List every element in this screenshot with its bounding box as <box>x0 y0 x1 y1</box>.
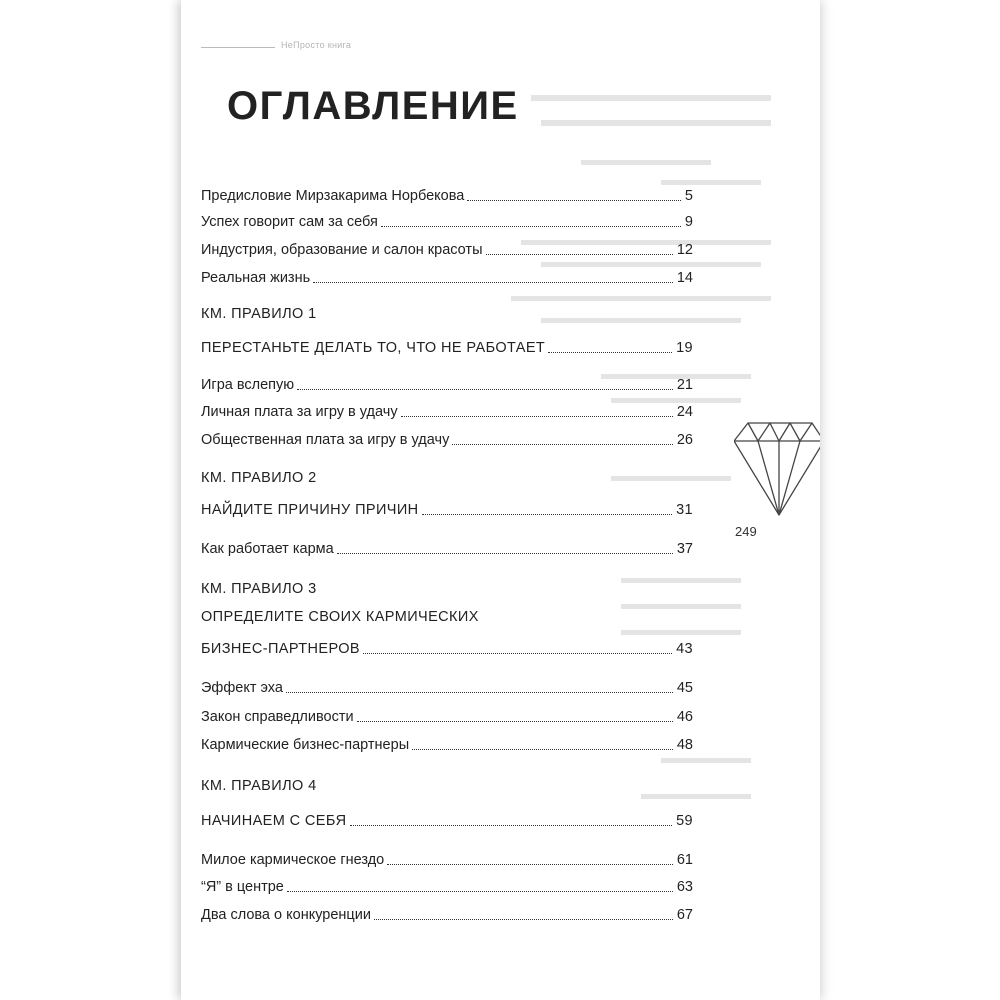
dot-leader <box>337 553 673 554</box>
running-header: НеПросто книга <box>281 40 352 50</box>
toc-entry[interactable] <box>201 844 693 868</box>
toc-entry-label: Игра вслепую <box>201 377 295 393</box>
toc-entry[interactable] <box>201 701 693 725</box>
rule-3-heading: КМ. ПРАВИЛО 3 <box>201 581 317 597</box>
toc-page-number: 31 <box>676 502 693 518</box>
dot-leader <box>422 514 673 515</box>
toc-entry[interactable] <box>201 206 693 230</box>
toc-entry-label: Милое кармическое гнездо <box>201 852 385 868</box>
toc-entry-label: Предисловие Мирзакарима Норбекова <box>201 188 465 204</box>
toc-page-number: 43 <box>676 641 693 657</box>
toc-entry-rule-3-title[interactable] <box>201 633 693 657</box>
toc-page-number: 14 <box>676 270 693 286</box>
toc-entry-label: Кармические бизнес-партнеры <box>201 737 410 753</box>
toc-entry[interactable] <box>201 899 693 923</box>
toc-page-number: 19 <box>676 340 693 356</box>
toc-page-number: 63 <box>676 879 693 895</box>
toc-page-number: 46 <box>676 709 693 725</box>
toc-entry-label: НАЧИНАЕМ С СЕБЯ <box>201 813 347 829</box>
toc-entry-label: ПЕРЕСТАНЬТЕ ДЕЛАТЬ ТО, ЧТО НЕ РАБОТАЕТ <box>201 340 546 356</box>
book-page <box>181 0 820 1000</box>
rule-2-heading: КМ. ПРАВИЛО 2 <box>201 470 317 486</box>
toc-entry-label: Успех говорит сам за себя <box>201 214 378 230</box>
toc-page-number: 45 <box>676 680 693 696</box>
dot-leader <box>363 653 672 654</box>
toc-page-number: 59 <box>676 813 693 829</box>
rule-1-heading: КМ. ПРАВИЛО 1 <box>201 306 317 322</box>
dot-leader <box>287 891 673 892</box>
toc-entry-label: Личная плата за игру в удачу <box>201 404 398 420</box>
page-title: ОГЛАВЛЕНИЕ <box>227 84 519 128</box>
toc-page-number: 24 <box>676 404 693 420</box>
dot-leader <box>297 389 673 390</box>
toc-entry-label: Общественная плата за игру в удачу <box>201 432 450 448</box>
toc-entry-rule-2-title[interactable] <box>201 494 693 518</box>
toc-entry[interactable] <box>201 424 693 448</box>
toc-page-number: 48 <box>676 737 693 753</box>
toc-page-number: 9 <box>684 214 693 230</box>
running-header-rule <box>201 47 275 48</box>
toc-entry-rule-1-title[interactable] <box>201 332 693 356</box>
toc-entry[interactable] <box>201 729 693 753</box>
dot-leader <box>387 864 673 865</box>
dot-leader <box>357 721 673 722</box>
toc-page-number: 21 <box>676 377 693 393</box>
toc-entry[interactable] <box>201 672 693 696</box>
toc-entry-label: БИЗНЕС-ПАРТНЕРОВ <box>201 641 360 657</box>
toc-page-number: 67 <box>676 907 693 923</box>
toc-entry-label: Два слова о конкуренции <box>201 907 371 923</box>
dot-leader <box>286 692 673 693</box>
toc-entry-label: НАЙДИТЕ ПРИЧИНУ ПРИЧИН <box>201 502 419 518</box>
dot-leader <box>401 416 673 417</box>
toc-entry-label: Эффект эха <box>201 680 283 696</box>
toc-entry-label: Как работает карма <box>201 541 334 557</box>
diamond-icon <box>734 421 820 521</box>
dot-leader <box>313 282 673 283</box>
toc-entry-label: Реальная жизнь <box>201 270 311 286</box>
dot-leader <box>374 919 673 920</box>
dot-leader <box>412 749 673 750</box>
dot-leader <box>548 352 672 353</box>
toc-page-number: 12 <box>676 242 693 258</box>
toc-page-number: 26 <box>676 432 693 448</box>
toc-entry[interactable] <box>201 262 693 286</box>
toc-page-number: 61 <box>676 852 693 868</box>
toc-entry[interactable] <box>201 234 693 258</box>
toc-entry[interactable] <box>201 396 693 420</box>
toc-entry-label: Закон справедливости <box>201 709 354 725</box>
page-number: 249 <box>735 524 757 539</box>
toc-entry[interactable] <box>201 180 693 204</box>
toc-entry-label: “Я” в центре <box>201 879 284 895</box>
rule-3-title-line-1: ОПРЕДЕЛИТЕ СВОИХ КАРМИЧЕСКИХ <box>201 609 479 625</box>
dot-leader <box>452 444 673 445</box>
dot-leader <box>467 200 681 201</box>
toc-entry[interactable] <box>201 369 693 393</box>
toc-entry-label: Индустрия, образование и салон красоты <box>201 242 483 258</box>
dot-leader <box>381 226 681 227</box>
toc-entry-rule-4-title[interactable] <box>201 805 693 829</box>
dot-leader <box>350 825 673 826</box>
toc-entry[interactable] <box>201 871 693 895</box>
rule-4-heading: КМ. ПРАВИЛО 4 <box>201 778 317 794</box>
toc-page-number: 5 <box>684 188 693 204</box>
toc-entry[interactable] <box>201 533 693 557</box>
dot-leader <box>486 254 673 255</box>
toc-page-number: 37 <box>676 541 693 557</box>
